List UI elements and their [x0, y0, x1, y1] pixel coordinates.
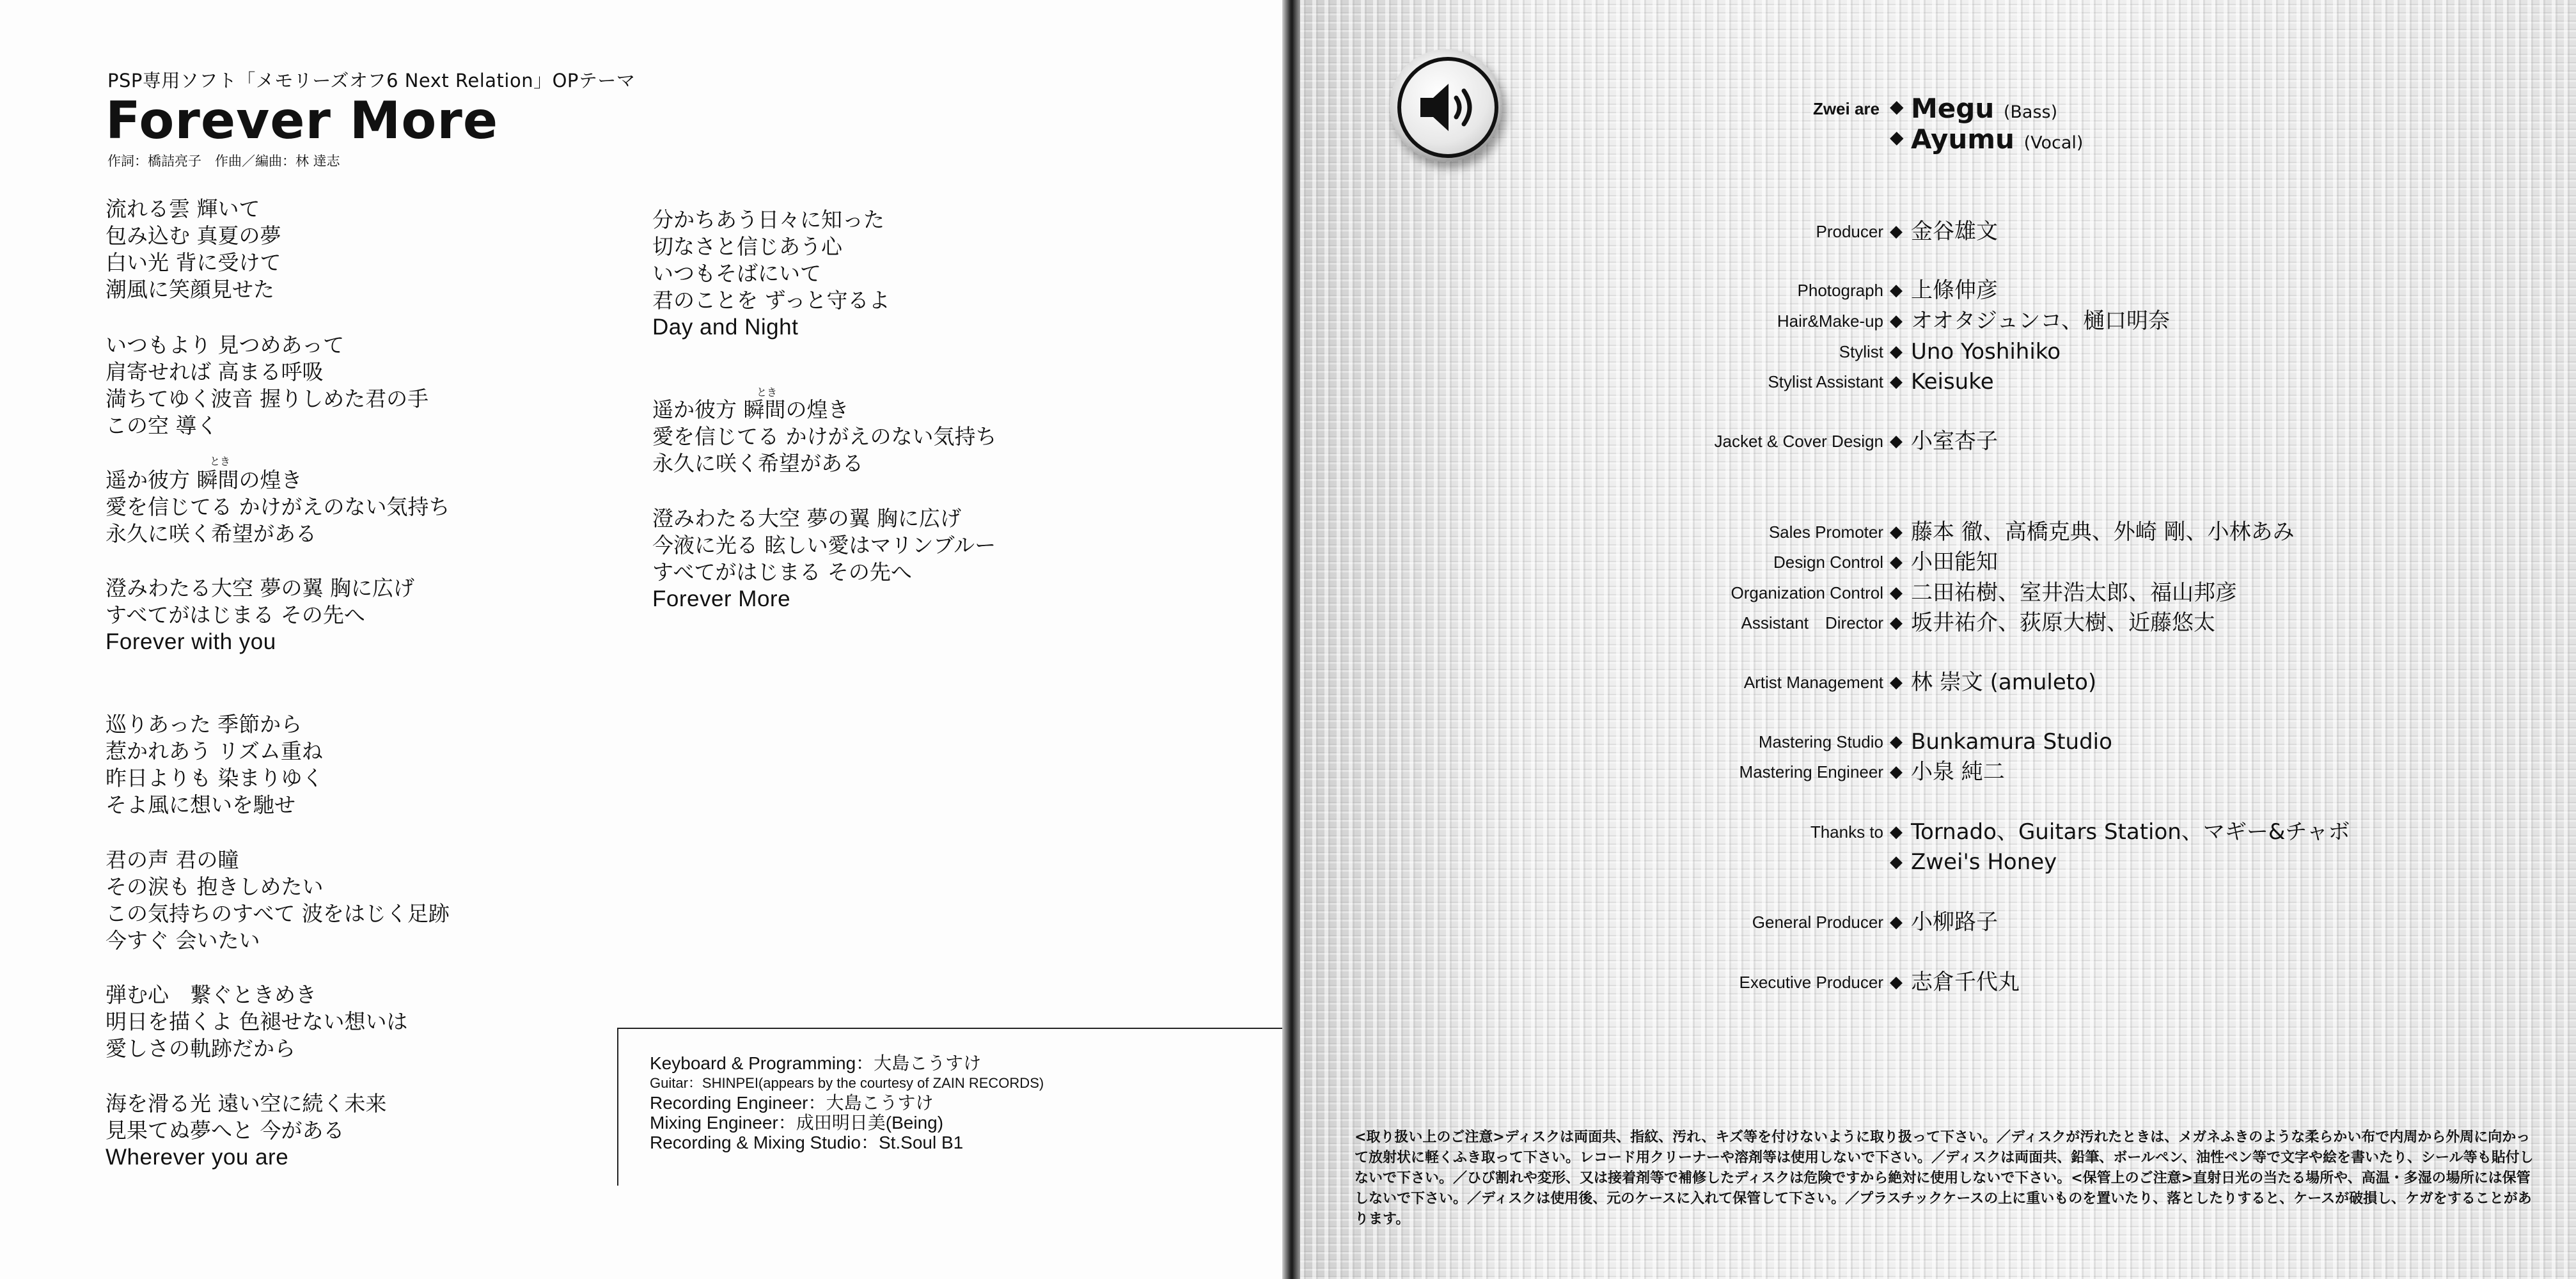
booklet-spine — [1282, 0, 1300, 1279]
musician-credit-line: Mixing Engineer：成田明日美(Being) — [650, 1113, 944, 1133]
lyrics-stanza-4 — [106, 575, 414, 655]
lyric-line: 包み込む 真夏の夢 — [106, 223, 281, 248]
member-part: (Vocal) — [2023, 133, 2084, 153]
credit-name: Uno Yoshihiko — [1911, 339, 2061, 365]
lyric-line: 潮風に笑顔見せた — [106, 277, 274, 302]
lyric-line: 弾む心 繋ぐときめき — [106, 982, 317, 1007]
credit-role: Mastering Engineer — [1739, 762, 1883, 781]
credit-name: 小泉 純二 — [1911, 759, 2005, 785]
lyric-line: 海を滑る光 遠い空に続く未来 — [106, 1091, 387, 1116]
lyric-line: 見果てぬ夢へと 今がある — [106, 1118, 345, 1143]
band-label: Zwei are — [1812, 99, 1880, 118]
lyric-line: 今すぐ 会いたい — [106, 928, 260, 953]
member-part: (Bass) — [2003, 102, 2058, 122]
credit-name: 上條伸彦 — [1911, 278, 1998, 303]
lyric-line: すべてがはじまる その先へ — [106, 602, 365, 627]
musician-credit-line: Keyboard & Programming：大島こうすけ — [650, 1053, 982, 1073]
lyric-line: 愛しさの軌跡だから — [106, 1036, 295, 1061]
musician-credit-line: Guitar：SHINPEI(appears by the courtesy of ZAIN RECORDS) — [650, 1075, 1044, 1091]
credit-name: 金谷雄文 — [1911, 219, 1998, 244]
member-name — [1911, 95, 2057, 127]
credit-name: Bunkamura Studio — [1911, 729, 2112, 755]
credit-role: Thanks to — [1810, 822, 1883, 842]
member-name-text: Megu — [1911, 93, 1995, 124]
diamond-bullet-icon: ◆ — [1890, 762, 1903, 781]
credit-role: Mastering Studio — [1758, 732, 1883, 751]
diamond-bullet-icon: ◆ — [1890, 342, 1903, 361]
diamond-bullet-icon: ◆ — [1890, 852, 1903, 872]
furigana: とき — [210, 455, 231, 467]
credit-name: 坂井祐介、荻原大樹、近藤悠太 — [1911, 610, 2215, 636]
lyric-line: Wherever you are — [106, 1145, 289, 1170]
lyric-line: 君の声 君の瞳 — [106, 847, 239, 872]
lyric-line: いつもより 見つめあって — [106, 333, 345, 357]
credit-role: General Producer — [1752, 913, 1883, 932]
lyric-line: 満ちてゆく波音 握りしめた君の手 — [106, 386, 429, 411]
diamond-bullet-icon: ◆ — [1890, 822, 1903, 842]
diamond-bullet-icon: ◆ — [1890, 281, 1903, 300]
staff-credits-page — [1300, 0, 2576, 1279]
lyric-line: 澄みわたる大空 夢の翼 胸に広げ — [106, 576, 414, 600]
diamond-bullet-icon: ◆ — [1890, 311, 1903, 331]
lyric-line: この気持ちのすべて 波をはじく足跡 — [106, 901, 450, 926]
lyric-line: 明日を描くよ 色褪せない想いは — [106, 1009, 408, 1034]
lyric-line: 永久に咲く希望がある — [106, 521, 317, 546]
diamond-bullet-icon: ◆ — [1890, 432, 1903, 451]
lyric-line: 巡りあった 季節から — [106, 712, 302, 737]
lyric-line: Forever with you — [106, 629, 276, 654]
musician-credits — [650, 1053, 1044, 1152]
song-title: Forever More — [106, 91, 499, 150]
member-name — [1911, 125, 2083, 157]
credit-name: 小田能知 — [1911, 549, 1998, 575]
lyric-line: 惹かれあう リズム重ね — [106, 739, 323, 764]
lyric-line: 流れる雲 輝いて — [106, 196, 260, 221]
lyric-line: 肩寄せれば 高まる呼吸 — [106, 359, 324, 384]
lyrics-stanza-7 — [106, 982, 408, 1062]
diamond-bullet-icon: ◆ — [1890, 973, 1903, 992]
handling-notice: <取り扱い上のご注意>ディスクは両面共、指紋、汚れ、キズ等を付けないように取り扱って下さい。／ディスクが汚れたときは、メガネふきのような柔らかい布で内周から外周に向かって放射状に軽くふき取って下さい。レコード用クリーナーや溶剤等は使用しないで下さい。／ディスクは両面共、鉛筆、ボールペン、油性ペン等で文字や絵を書いたり、シール等も貼付しないで下さい。／ひび割れや変形、又は接着剤等で補修したディスクは危険ですから絶対に使用しないで下さい。<保管上のご注意>直射日光の当たる場所や、高温・多湿の場所には保管しないで下さい。／ディスクは使用後、元のケースに入れて保管して下さい。／プラスチックケースの上に重いものを置いたり、落としたりすると、ケースが破損し、ケガをすることがあります。 — [1355, 1129, 2534, 1227]
lyrics-stanza-10 — [652, 396, 997, 477]
lyrics-stanza-1 — [106, 196, 281, 303]
lyric-line: 遥か彼方 瞬間の煌き — [106, 467, 302, 492]
lyric-line: 遥か彼方 瞬間の煌き — [652, 397, 849, 422]
diamond-bullet-icon: ◆ — [1890, 613, 1903, 632]
diamond-bullet-icon: ◆ — [1890, 583, 1903, 602]
lyrics-page — [0, 0, 1282, 1279]
lyric-line: Day and Night — [652, 315, 799, 340]
diamond-bullet-icon: ◆ — [1890, 913, 1903, 932]
credit-role: Stylist Assistant — [1768, 372, 1883, 391]
lyric-line: そよ風に想いを馳せ — [106, 792, 295, 817]
credit-name: Keisuke — [1911, 369, 1994, 395]
diamond-bullet-icon: ◆ — [1890, 553, 1903, 572]
credit-role: Artist Management — [1743, 673, 1883, 692]
lyric-line: 愛を信じてる かけがえのない気持ち — [652, 424, 997, 449]
credit-name: 小柳路子 — [1911, 909, 1998, 935]
lyrics-stanza-11 — [652, 505, 996, 613]
credit-role: Design Control — [1773, 553, 1883, 572]
diamond-bullet-icon: ◆ — [1890, 372, 1903, 391]
diamond-bullet-icon: ◆ — [1890, 127, 1904, 148]
credit-name: 林 崇文 (amuleto) — [1911, 670, 2097, 695]
diamond-bullet-icon: ◆ — [1890, 522, 1903, 542]
lyric-line: 切なさと信じあう心 — [652, 234, 842, 259]
lyric-line: Forever More — [652, 586, 791, 611]
credit-name: 藤本 徹、高橋克典、外崎 剛、小林あみ — [1911, 519, 2295, 545]
lyric-line: 澄みわたる大空 夢の翼 胸に広げ — [652, 506, 961, 531]
diamond-bullet-icon: ◆ — [1890, 732, 1903, 751]
diamond-bullet-icon: ◆ — [1890, 222, 1903, 241]
credit-name: 二田祐樹、室井浩太郎、福山邦彦 — [1911, 580, 2237, 606]
credit-role: Executive Producer — [1739, 973, 1883, 992]
lyric-line: すべてがはじまる その先へ — [652, 560, 912, 585]
lyric-line: 白い光 背に受けて — [106, 250, 281, 275]
credit-role: Sales Promoter — [1768, 522, 1883, 542]
lyric-line: 永久に咲く希望がある — [652, 451, 863, 476]
credit-name: Zwei's Honey — [1911, 849, 2057, 875]
credit-name: オオタジュンコ、樋口明奈 — [1911, 308, 2170, 334]
member-name-text: Ayumu — [1911, 123, 2014, 155]
lyric-line: 君のことを ずっと守るよ — [652, 288, 890, 313]
credit-role: Jacket & Cover Design — [1714, 432, 1883, 451]
credit-role: Assistant Director — [1741, 613, 1883, 632]
lyric-line: この空 導く — [106, 413, 218, 438]
lyric-line: 愛を信じてる かけがえのない気持ち — [106, 494, 450, 519]
musician-credit-line: Recording & Mixing Studio：St.Soul B1 — [650, 1133, 964, 1152]
diamond-bullet-icon: ◆ — [1890, 96, 1904, 117]
credit-name: Tornado、Guitars Station、マギー&チャボ — [1911, 819, 2350, 845]
lyrics-stanza-5 — [106, 711, 324, 819]
lyrics-stanza-6 — [106, 847, 450, 954]
lyric-line: 分かちあう日々に知った — [652, 207, 884, 232]
lyric-line: 今液に光る 眩しい愛はマリンブルー — [652, 533, 996, 558]
lyric-line: その涙も 抱きしめたい — [106, 874, 324, 899]
lyric-line: いつもそばにいて — [652, 261, 821, 286]
credit-role: Hair&Make-up — [1777, 311, 1883, 331]
band-member-row — [1438, 95, 1886, 123]
lyrics-stanza-3 — [106, 467, 450, 547]
lyrics-stanza-9 — [652, 207, 890, 341]
lyrics-stanza-8 — [106, 1090, 387, 1171]
credit-role: Stylist — [1839, 342, 1883, 361]
credit-name: 小室杏子 — [1911, 428, 1998, 454]
credit-role: Photograph — [1797, 281, 1883, 300]
lyricist-composer-credit: 作詞：橋詰亮子 作曲／編曲：林 達志 — [107, 153, 340, 169]
musician-credit-line: Recording Engineer：大島こうすけ — [650, 1093, 934, 1113]
lyrics-stanza-2 — [106, 332, 428, 439]
furigana: とき — [757, 386, 778, 398]
game-theme-header: PSP専用ソフト「メモリーズオフ6 Next Relation」OPテーマ — [107, 70, 636, 91]
diamond-bullet-icon: ◆ — [1890, 673, 1903, 692]
credit-name: 志倉千代丸 — [1911, 969, 2020, 995]
lyric-line: 昨日よりも 染まりゆく — [106, 765, 324, 790]
credit-role: Organization Control — [1731, 583, 1883, 602]
credit-role: Producer — [1816, 222, 1883, 241]
